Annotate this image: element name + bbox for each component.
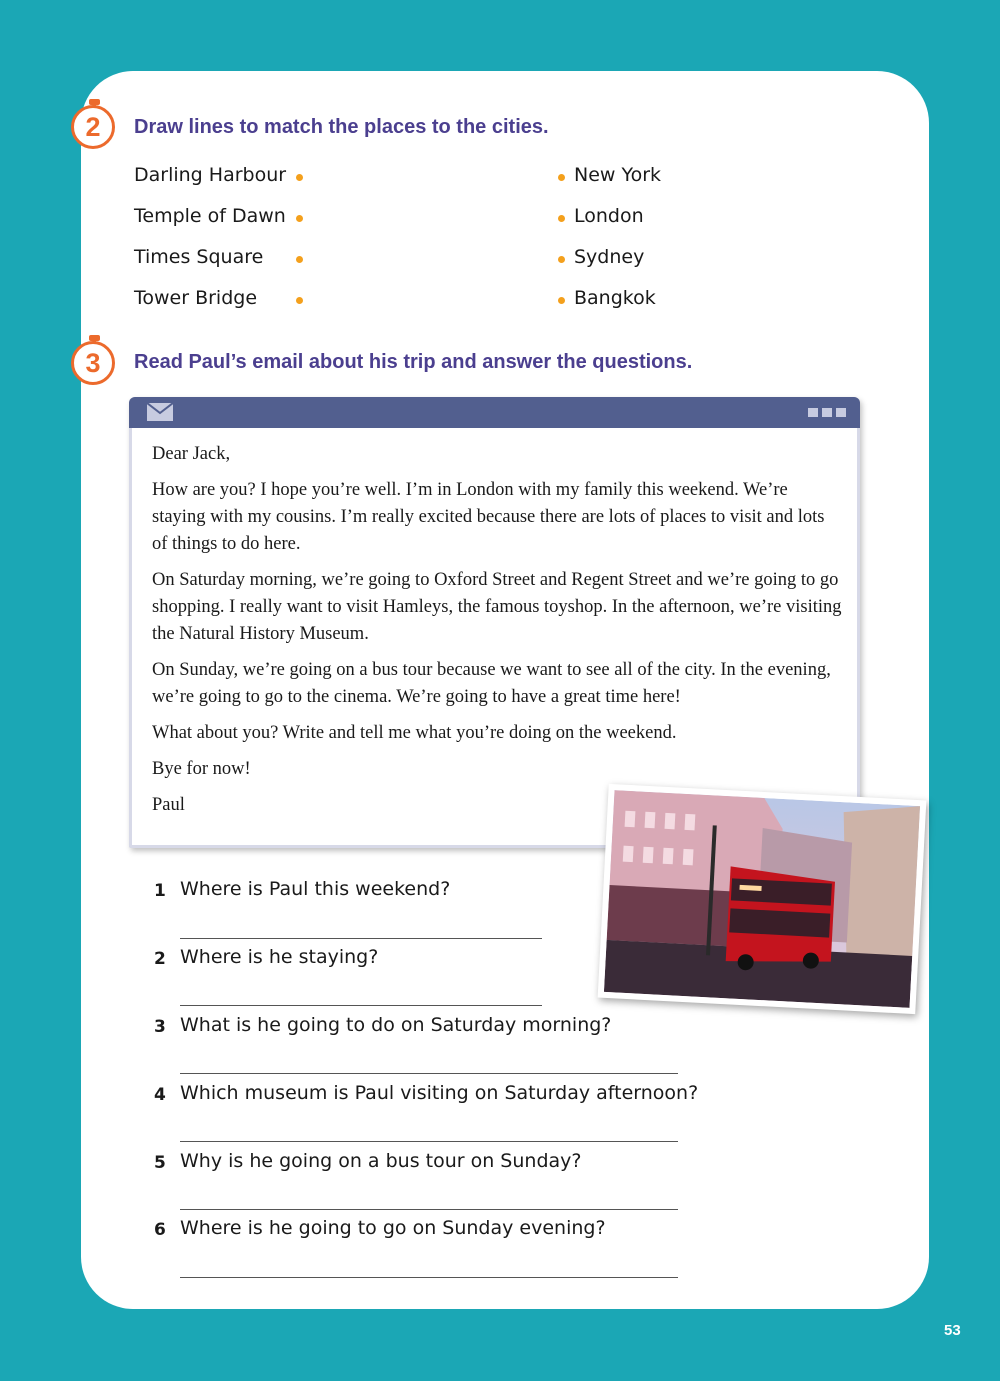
answer-line[interactable] — [180, 1005, 542, 1006]
match-city: New York — [574, 164, 662, 186]
match-city: London — [574, 205, 644, 227]
question-number: 1 — [154, 881, 166, 901]
question-number: 6 — [154, 1220, 166, 1240]
exercise-number: 3 — [85, 347, 101, 378]
match-dot-left[interactable] — [296, 174, 303, 181]
answer-line[interactable] — [180, 1073, 678, 1074]
question-number: 5 — [154, 1153, 166, 1173]
match-dot-right[interactable] — [558, 256, 565, 263]
question-text: Where is he going to go on Sunday evening? — [180, 1217, 606, 1239]
match-place: Tower Bridge — [134, 287, 258, 309]
question-number: 2 — [154, 949, 166, 969]
question-number: 3 — [154, 1017, 166, 1037]
match-place: Temple of Dawn — [134, 205, 286, 227]
exercise-title: Draw lines to match the places to the cities. — [134, 116, 549, 138]
email-paragraph: On Saturday morning, we’re going to Oxford Street and Regent Street and we’re going to go shopping. I really want to visit Hamleys, the famous toyshop. In the afternoon, we’re visiting the Natural History Museum. — [152, 570, 842, 644]
envelope-icon — [147, 403, 173, 421]
answer-line[interactable] — [180, 1209, 678, 1210]
match-city: Sydney — [574, 246, 645, 268]
match-dot-left[interactable] — [296, 256, 303, 263]
question-text: Why is he going on a bus tour on Sunday? — [180, 1150, 582, 1172]
question-text: Where is Paul this weekend? — [180, 878, 451, 900]
email-paragraph: Dear Jack, — [152, 444, 231, 464]
london-bus-photo — [598, 784, 927, 1014]
page-number: 53 — [944, 1322, 961, 1339]
email-signature: Paul — [152, 795, 185, 815]
match-place: Times Square — [134, 246, 264, 268]
match-dot-right[interactable] — [558, 215, 565, 222]
answer-line[interactable] — [180, 1277, 678, 1278]
match-dot-right[interactable] — [558, 174, 565, 181]
match-dot-left[interactable] — [296, 297, 303, 304]
answer-line[interactable] — [180, 1141, 678, 1142]
stopwatch-icon — [71, 105, 115, 149]
match-city: Bangkok — [574, 287, 656, 309]
email-paragraph: Bye for now! — [152, 759, 251, 779]
email-paragraph: What about you? Write and tell me what you’re doing on the weekend. — [152, 723, 677, 743]
match-dot-right[interactable] — [558, 297, 565, 304]
question-text: Which museum is Paul visiting on Saturday afternoon? — [180, 1082, 699, 1104]
stopwatch-icon — [71, 341, 115, 385]
match-place: Darling Harbour — [134, 164, 287, 186]
match-dot-left[interactable] — [296, 215, 303, 222]
exercise-title: Read Paul’s email about his trip and answer the questions. — [134, 351, 693, 373]
exercise-number: 2 — [85, 111, 101, 142]
email-window — [129, 397, 860, 848]
email-paragraph: How are you? I hope you’re well. I’m in London with my family this weekend. We’re staying with my cousins. I’m really excited because there are lots of places to visit and lots of things to do here. — [152, 480, 825, 554]
email-body — [152, 441, 842, 828]
answer-line[interactable] — [180, 938, 542, 939]
window-controls-icon — [808, 408, 846, 417]
question-text: What is he going to do on Saturday morning? — [180, 1014, 612, 1036]
question-text: Where is he staying? — [180, 946, 379, 968]
question-number: 4 — [154, 1085, 166, 1105]
email-paragraph: On Sunday, we’re going on a bus tour because we want to see all of the city. In the evening, we’re going to go to the cinema. We’re going to have a great time here! — [152, 660, 831, 707]
email-title-bar — [129, 397, 860, 428]
